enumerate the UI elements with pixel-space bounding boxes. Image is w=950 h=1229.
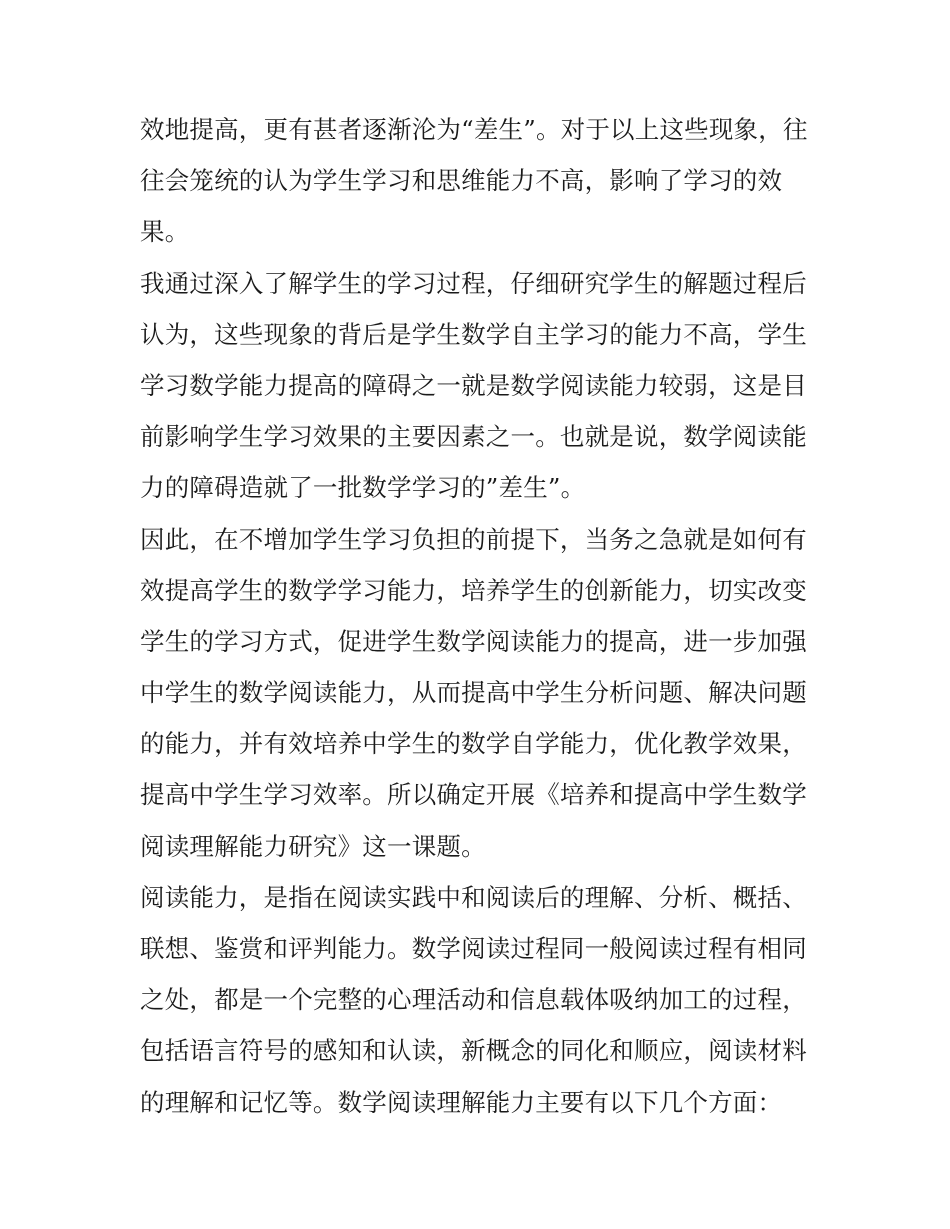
text-line: 的能力，并有效培养中学生的数学自学能力，优化教学效果， [140, 729, 807, 759]
text-line: 联想、鉴赏和评判能力。数学阅读过程同一般阅读过程有相同 [140, 934, 807, 963]
text-line: 效提高学生的数学学习能力，培养学生的创新能力，切实改变 [140, 575, 807, 605]
text-line: 阅读能力，是指在阅读实践中和阅读后的理解、分析、概括、 [140, 882, 807, 912]
text-line: 因此，在不增加学生学习负担的前提下，当务之急就是如何有 [140, 524, 807, 554]
text-line: 阅读理解能力研究》这一课题。 [140, 831, 486, 861]
text-line: 前影响学生学习效果的主要因素之一。也就是说，数学阅读能 [140, 422, 807, 452]
text-line: 包括语言符号的感知和认读，新概念的同化和顺应，阅读材料 [140, 1036, 807, 1066]
text-line: 力的障碍造就了一批数学学习的”差生”。 [140, 473, 586, 503]
text-line: 往会笼统的认为学生学习和思维能力不高，影响了学习的效 [140, 166, 783, 196]
text-line: 提高中学生学习效率。所以确定开展《培养和提高中学生数学 [140, 780, 807, 810]
text-line: 之处，都是一个完整的心理活动和信息载体吸纳加工的过程， [140, 985, 807, 1015]
text-line: 果。 [140, 217, 190, 247]
text-line: 的理解和记忆等。数学阅读理解能力主要有以下几个方面： [140, 1087, 783, 1117]
paragraph-4 [140, 872, 820, 1128]
paragraph-1 [140, 104, 820, 258]
text-line: 效地提高，更有甚者逐渐沦为“差生”。对于以上这些现象，往 [140, 115, 808, 144]
text-line: 学习数学能力提高的障碍之一就是数学阅读能力较弱，这是目 [140, 370, 807, 400]
text-line: 我通过深入了解学生的学习过程，仔细研究学生的解题过程后 [140, 268, 807, 298]
text-line: 中学生的数学阅读能力，从而提高中学生分析问题、解决问题 [140, 678, 807, 708]
paragraph-3 [140, 514, 820, 872]
text-line: 学生的学习方式，促进学生数学阅读能力的提高，进一步加强 [140, 626, 807, 656]
text-line: 认为，这些现象的背后是学生数学自主学习的能力不高，学生 [140, 319, 807, 349]
document-body [140, 104, 820, 1128]
paragraph-2 [140, 258, 820, 514]
